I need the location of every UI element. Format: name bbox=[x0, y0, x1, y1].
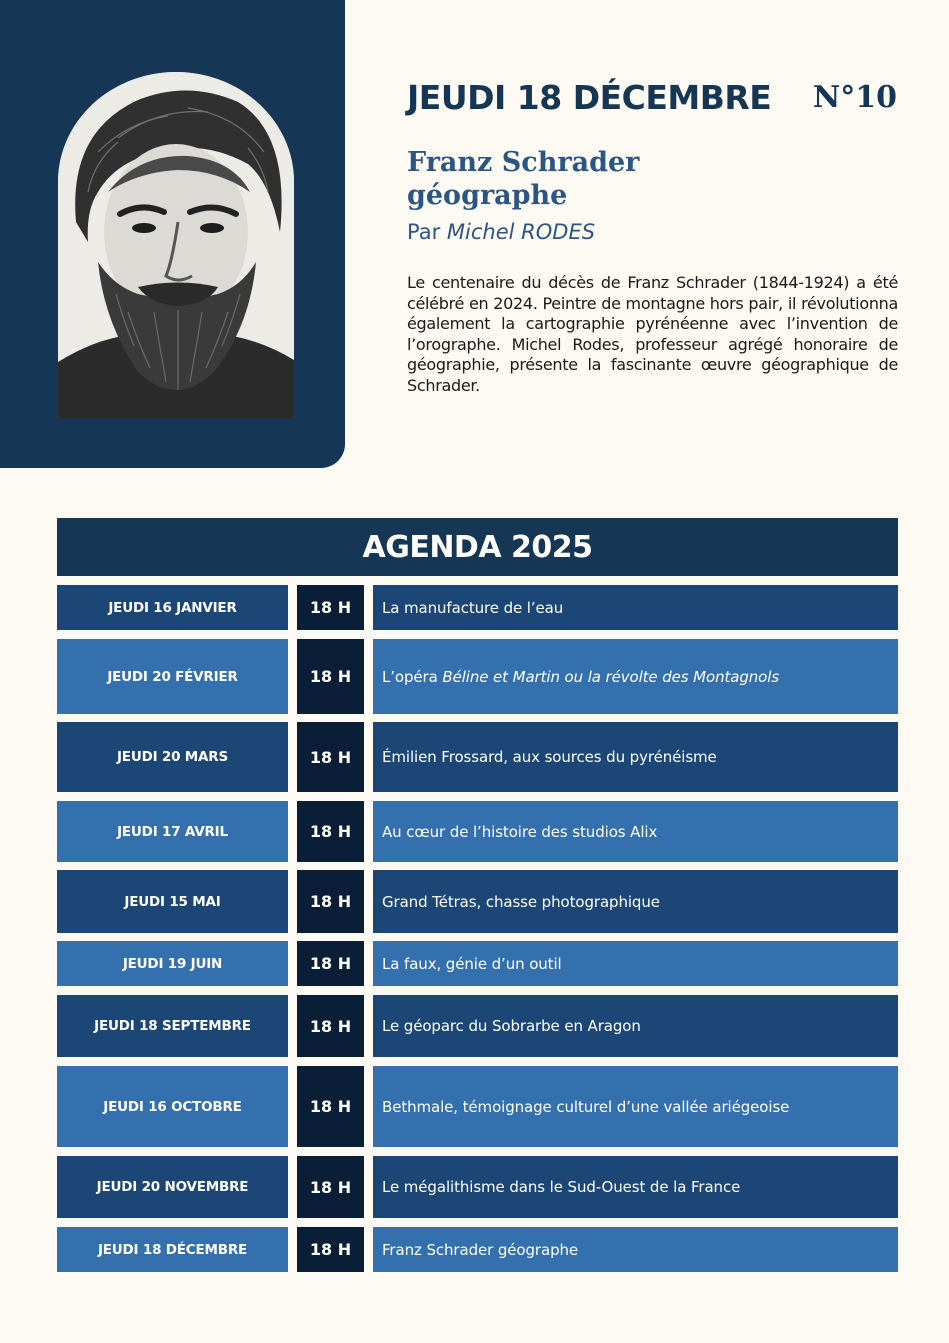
agenda-topic-work-title: Béline et Martin ou la révolte des Montagnols bbox=[442, 667, 780, 686]
agenda-time: 18 H bbox=[297, 722, 364, 792]
agenda-title: AGENDA 2025 bbox=[57, 518, 898, 576]
agenda-date: JEUDI 20 NOVEMBRE bbox=[57, 1156, 288, 1218]
speaker-name: Michel RODES bbox=[446, 220, 596, 244]
agenda-date: JEUDI 18 SEPTEMBRE bbox=[57, 995, 288, 1057]
byline-prefix: Par bbox=[407, 220, 441, 244]
agenda-time: 18 H bbox=[297, 870, 364, 933]
agenda-date: JEUDI 16 JANVIER bbox=[57, 585, 288, 630]
agenda-topic-prefix: L’opéra bbox=[382, 667, 443, 686]
agenda-row bbox=[57, 870, 898, 933]
agenda-topic: La faux, génie d’un outil bbox=[373, 941, 898, 986]
agenda-topic: La manufacture de l’eau bbox=[373, 585, 898, 630]
agenda-date: JEUDI 19 JUIN bbox=[57, 941, 288, 986]
hero-panel bbox=[0, 0, 345, 468]
agenda-row bbox=[57, 801, 898, 862]
agenda-row bbox=[57, 639, 898, 714]
agenda-date: JEUDI 15 MAI bbox=[57, 870, 288, 933]
agenda-time: 18 H bbox=[297, 995, 364, 1057]
agenda-row bbox=[57, 722, 898, 792]
agenda-row bbox=[57, 1156, 898, 1218]
issue-number: N°10 bbox=[812, 80, 897, 115]
talk-title-line1: Franz Schrader bbox=[407, 147, 640, 178]
agenda-date: JEUDI 17 AVRIL bbox=[57, 801, 288, 862]
agenda-time: 18 H bbox=[297, 941, 364, 986]
agenda-time: 18 H bbox=[297, 1156, 364, 1218]
agenda-row bbox=[57, 585, 898, 630]
talk-summary: Le centenaire du décès de Franz Schrader (1844-1924) a été célébré en 2024. Peintre de montagne hors pair, il révolutionna également la cartographie pyrénéenne avec l’invention de l’orographe. Michel Rodes, professeur agrégé honoraire de géographie, présente la fascinante œuvre géographique de Schrader. bbox=[407, 273, 898, 395]
agenda-topic: Bethmale, témoignage culturel d’une vallée ariégeoise bbox=[373, 1066, 898, 1147]
agenda-time: 18 H bbox=[297, 1227, 364, 1272]
talk-title bbox=[407, 146, 639, 212]
talk-title-line2: géographe bbox=[407, 180, 568, 211]
agenda-date: JEUDI 20 MARS bbox=[57, 722, 288, 792]
portrait-franz-schrader bbox=[58, 72, 294, 418]
agenda-date: JEUDI 16 OCTOBRE bbox=[57, 1066, 288, 1147]
agenda-row bbox=[57, 941, 898, 986]
agenda-topic: Émilien Frossard, aux sources du pyrénéisme bbox=[373, 722, 898, 792]
agenda-topic: Franz Schrader géographe bbox=[373, 1227, 898, 1272]
agenda-time: 18 H bbox=[297, 639, 364, 714]
event-date: JEUDI 18 DÉCEMBRE bbox=[407, 78, 772, 117]
agenda-row bbox=[57, 1227, 898, 1272]
agenda-row bbox=[57, 1066, 898, 1147]
agenda-topic: Au cœur de l’histoire des studios Alix bbox=[373, 801, 898, 862]
byline bbox=[407, 220, 595, 244]
agenda-time: 18 H bbox=[297, 585, 364, 630]
agenda-topic bbox=[373, 639, 898, 714]
agenda-date: JEUDI 18 DÉCEMBRE bbox=[57, 1227, 288, 1272]
agenda-time: 18 H bbox=[297, 801, 364, 862]
agenda-topic: Le géoparc du Sobrarbe en Aragon bbox=[373, 995, 898, 1057]
agenda-row bbox=[57, 995, 898, 1057]
agenda-topic: Le mégalithisme dans le Sud-Ouest de la France bbox=[373, 1156, 898, 1218]
agenda-date: JEUDI 20 FÉVRIER bbox=[57, 639, 288, 714]
agenda-time: 18 H bbox=[297, 1066, 364, 1147]
agenda-topic: Grand Tétras, chasse photographique bbox=[373, 870, 898, 933]
